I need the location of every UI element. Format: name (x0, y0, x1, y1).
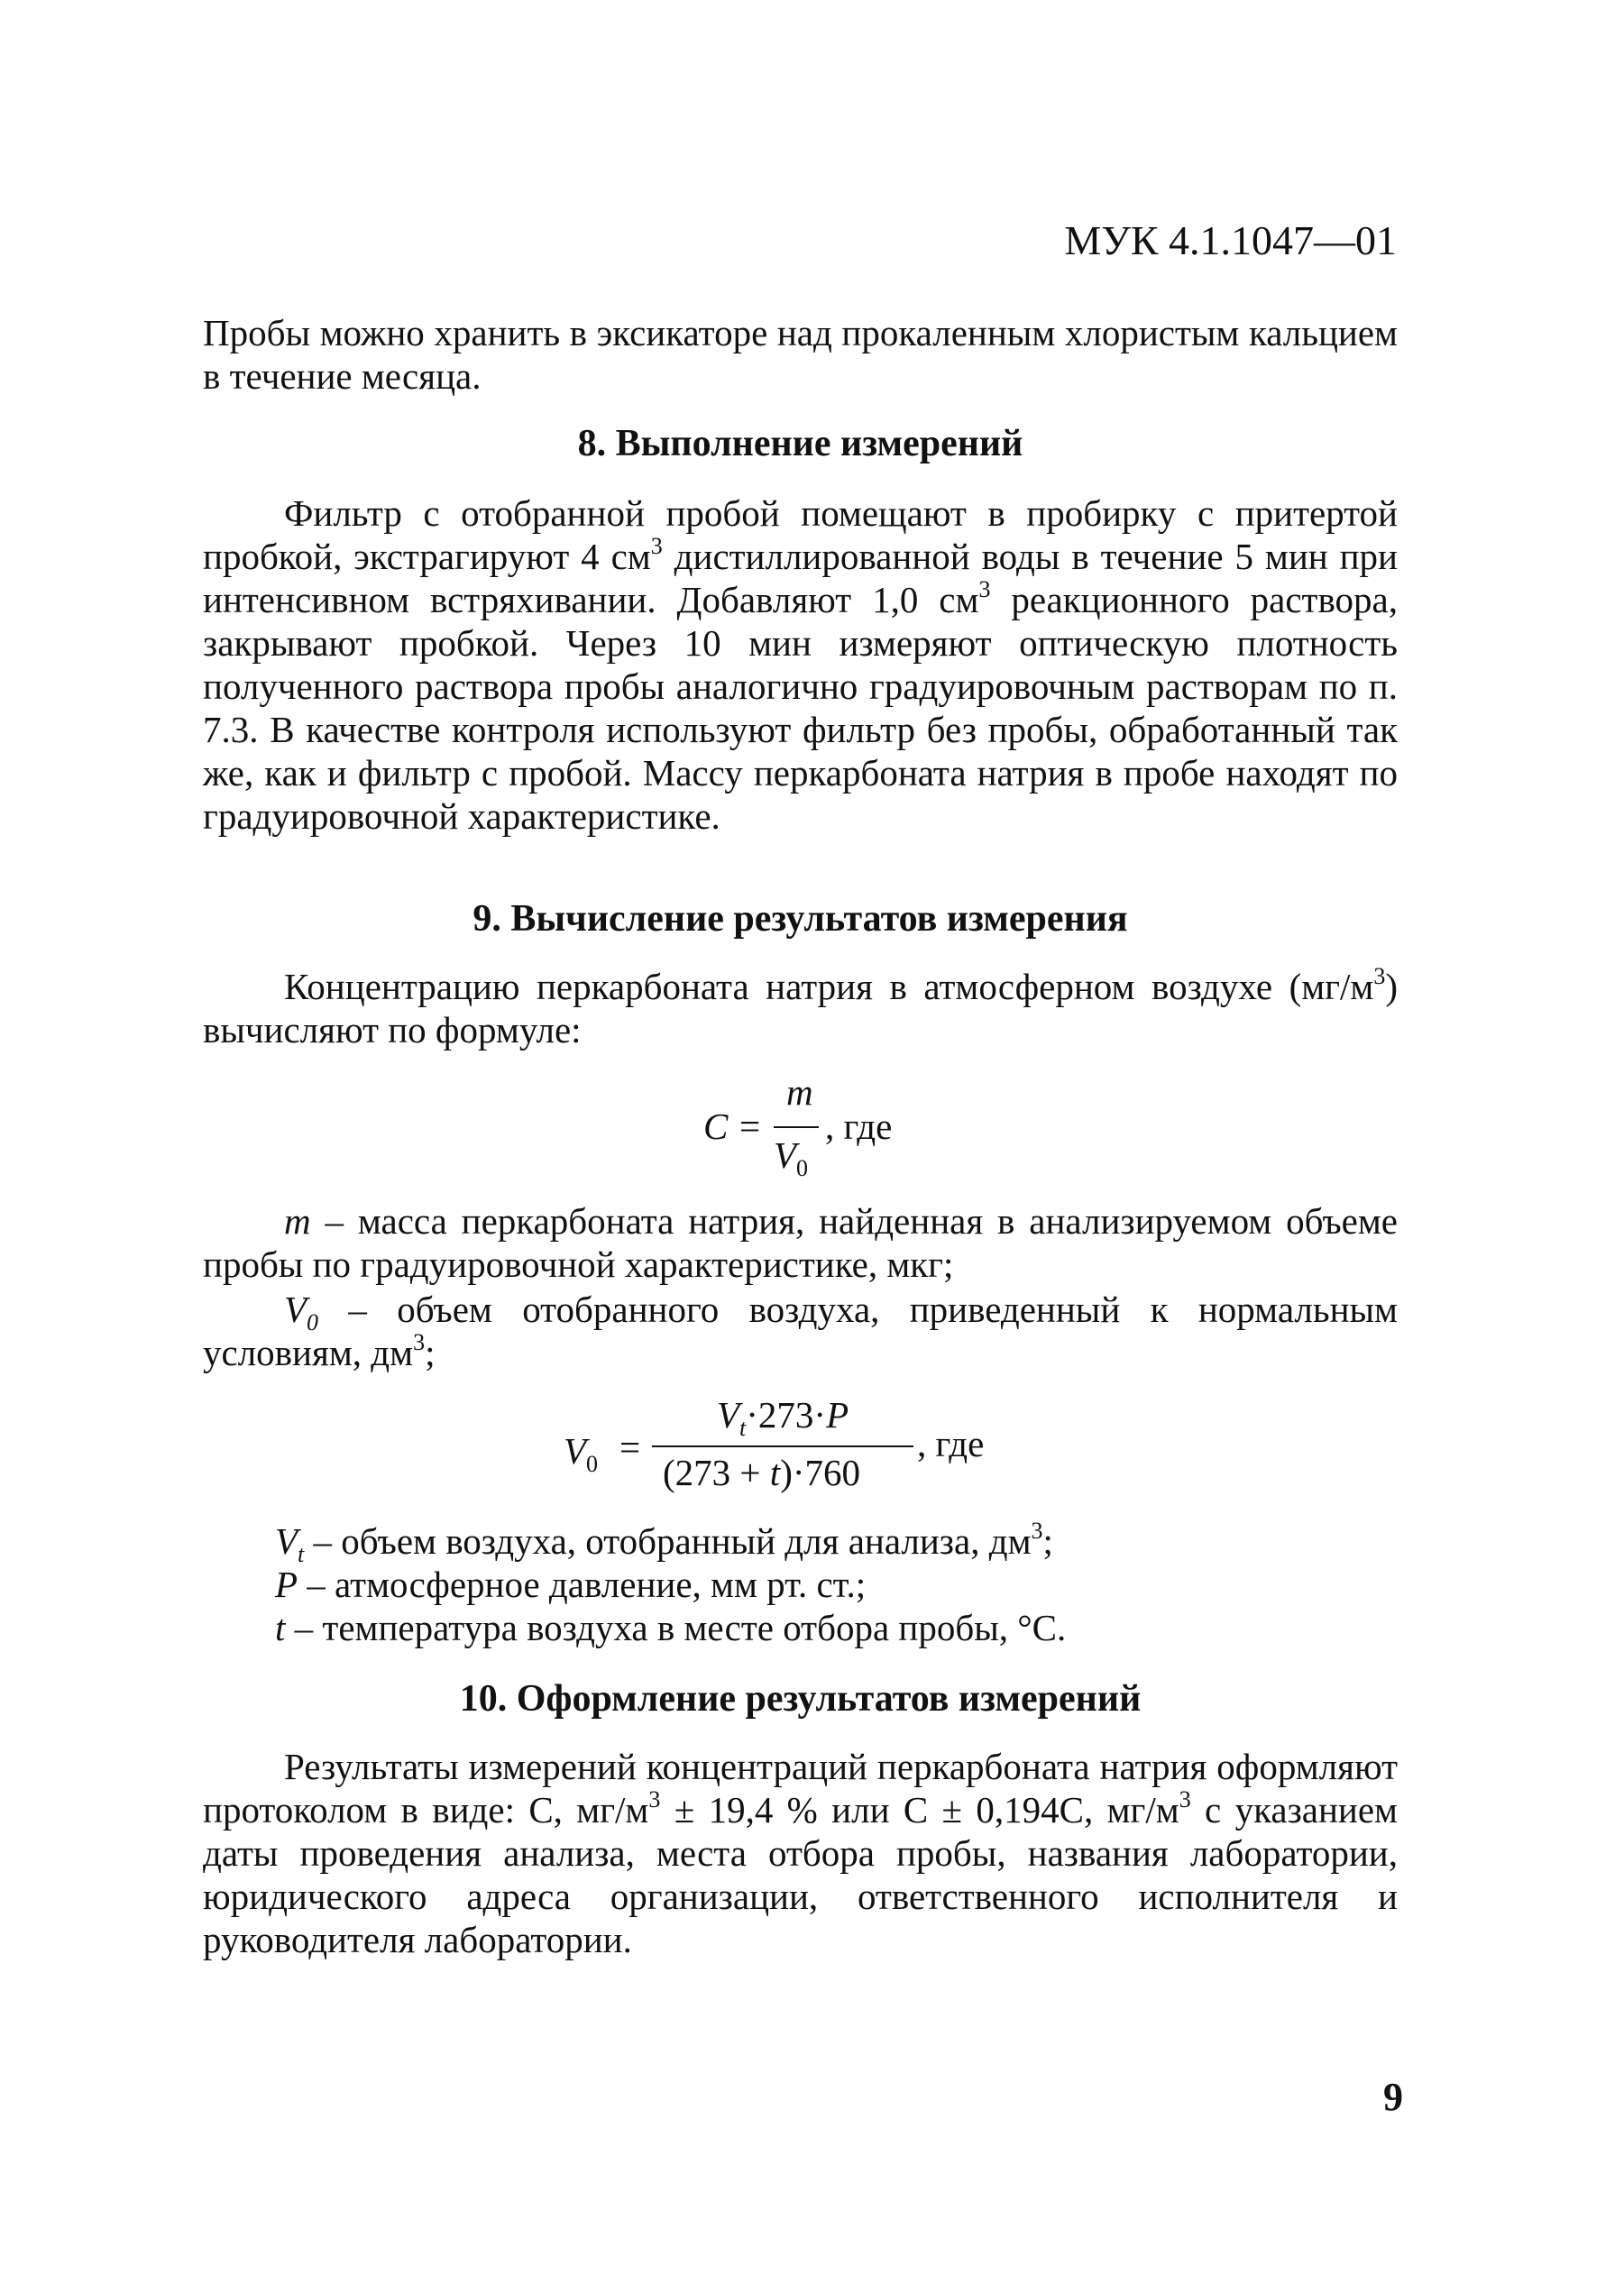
section-8-title: 8. Выполнение измерений (577, 423, 1023, 464)
section-9-paragraph: Концентрацию перкарбоната натрия в атмосферном воздухе $(мг/м^3)$ вычисляют по формуле: (203, 963, 1398, 1051)
section-10-title: 10. Оформление результатов измерений (459, 1678, 1142, 1720)
document-code: МУК 4.1.1047—01 (1064, 217, 1397, 263)
formula-normal-volume: $V_0$ = $V_t\cdot 273\cdot P$ (273 + t)·760 , где (564, 1394, 985, 1493)
definition-vt: $V_t$ – объем воздуха, отобранный для анализа, $дм^3$; (275, 1518, 1053, 1568)
section-8-paragraph: Фильтр с отобранной пробой помещают в пробирку с притертой пробкой, экстрагируют 4 $см^3$ дистиллированной воды в течение 5 мин при интенсивном встряхивании. Добавляют 1,0 $см^3$ реакционного раствора, закрывают пробкой. Через 10 мин измеряют оптическую плотность полученного раствора пробы аналогично градуировочным растворам по п. 7.3. В качестве контроля используют фильтр без пробы, обработанный так же, как и фильтр с пробой. Массу перкарбоната натрия в пробе находят по градуировочной характеристике. (203, 492, 1399, 837)
page-number: 9 (1383, 2075, 1403, 2119)
definition-t: t – температура воздуха в месте отбора пробы, °С. (275, 1607, 1067, 1648)
formula-concentration: C = m $V_0$ , где (703, 1071, 893, 1182)
section-10-paragraph: Результаты измерений концентраций перкарбоната натрия оформляют протоколом в виде: С, $мг/м^3 \pm 19,4$ % или С ± 0,194С, $мг/м^3$ с указанием даты проведения анализа, места отбора пробы, названия лаборатории, юридического адреса организации, ответственного исполнителя и руководителя лаборатории. (203, 1746, 1398, 1960)
section-9-title: 9. Вычисление результатов измерения (473, 898, 1128, 940)
definition-m: m – масса перкарбоната натрия, найденная в анализируемом объеме пробы по градуировочной характеристике, мкг; (203, 1200, 1398, 1285)
definition-p: P – атмосферное давление, мм рт. ст.; (275, 1564, 867, 1605)
intro-paragraph: Пробы можно хранить в эксикаторе над прокаленным хлористым кальцием в течение месяца. (203, 312, 1398, 397)
definition-v0: $V_0$ – объем отобранного воздуха, приведенный к нормальным условиям, $дм^3$; (203, 1289, 1398, 1373)
